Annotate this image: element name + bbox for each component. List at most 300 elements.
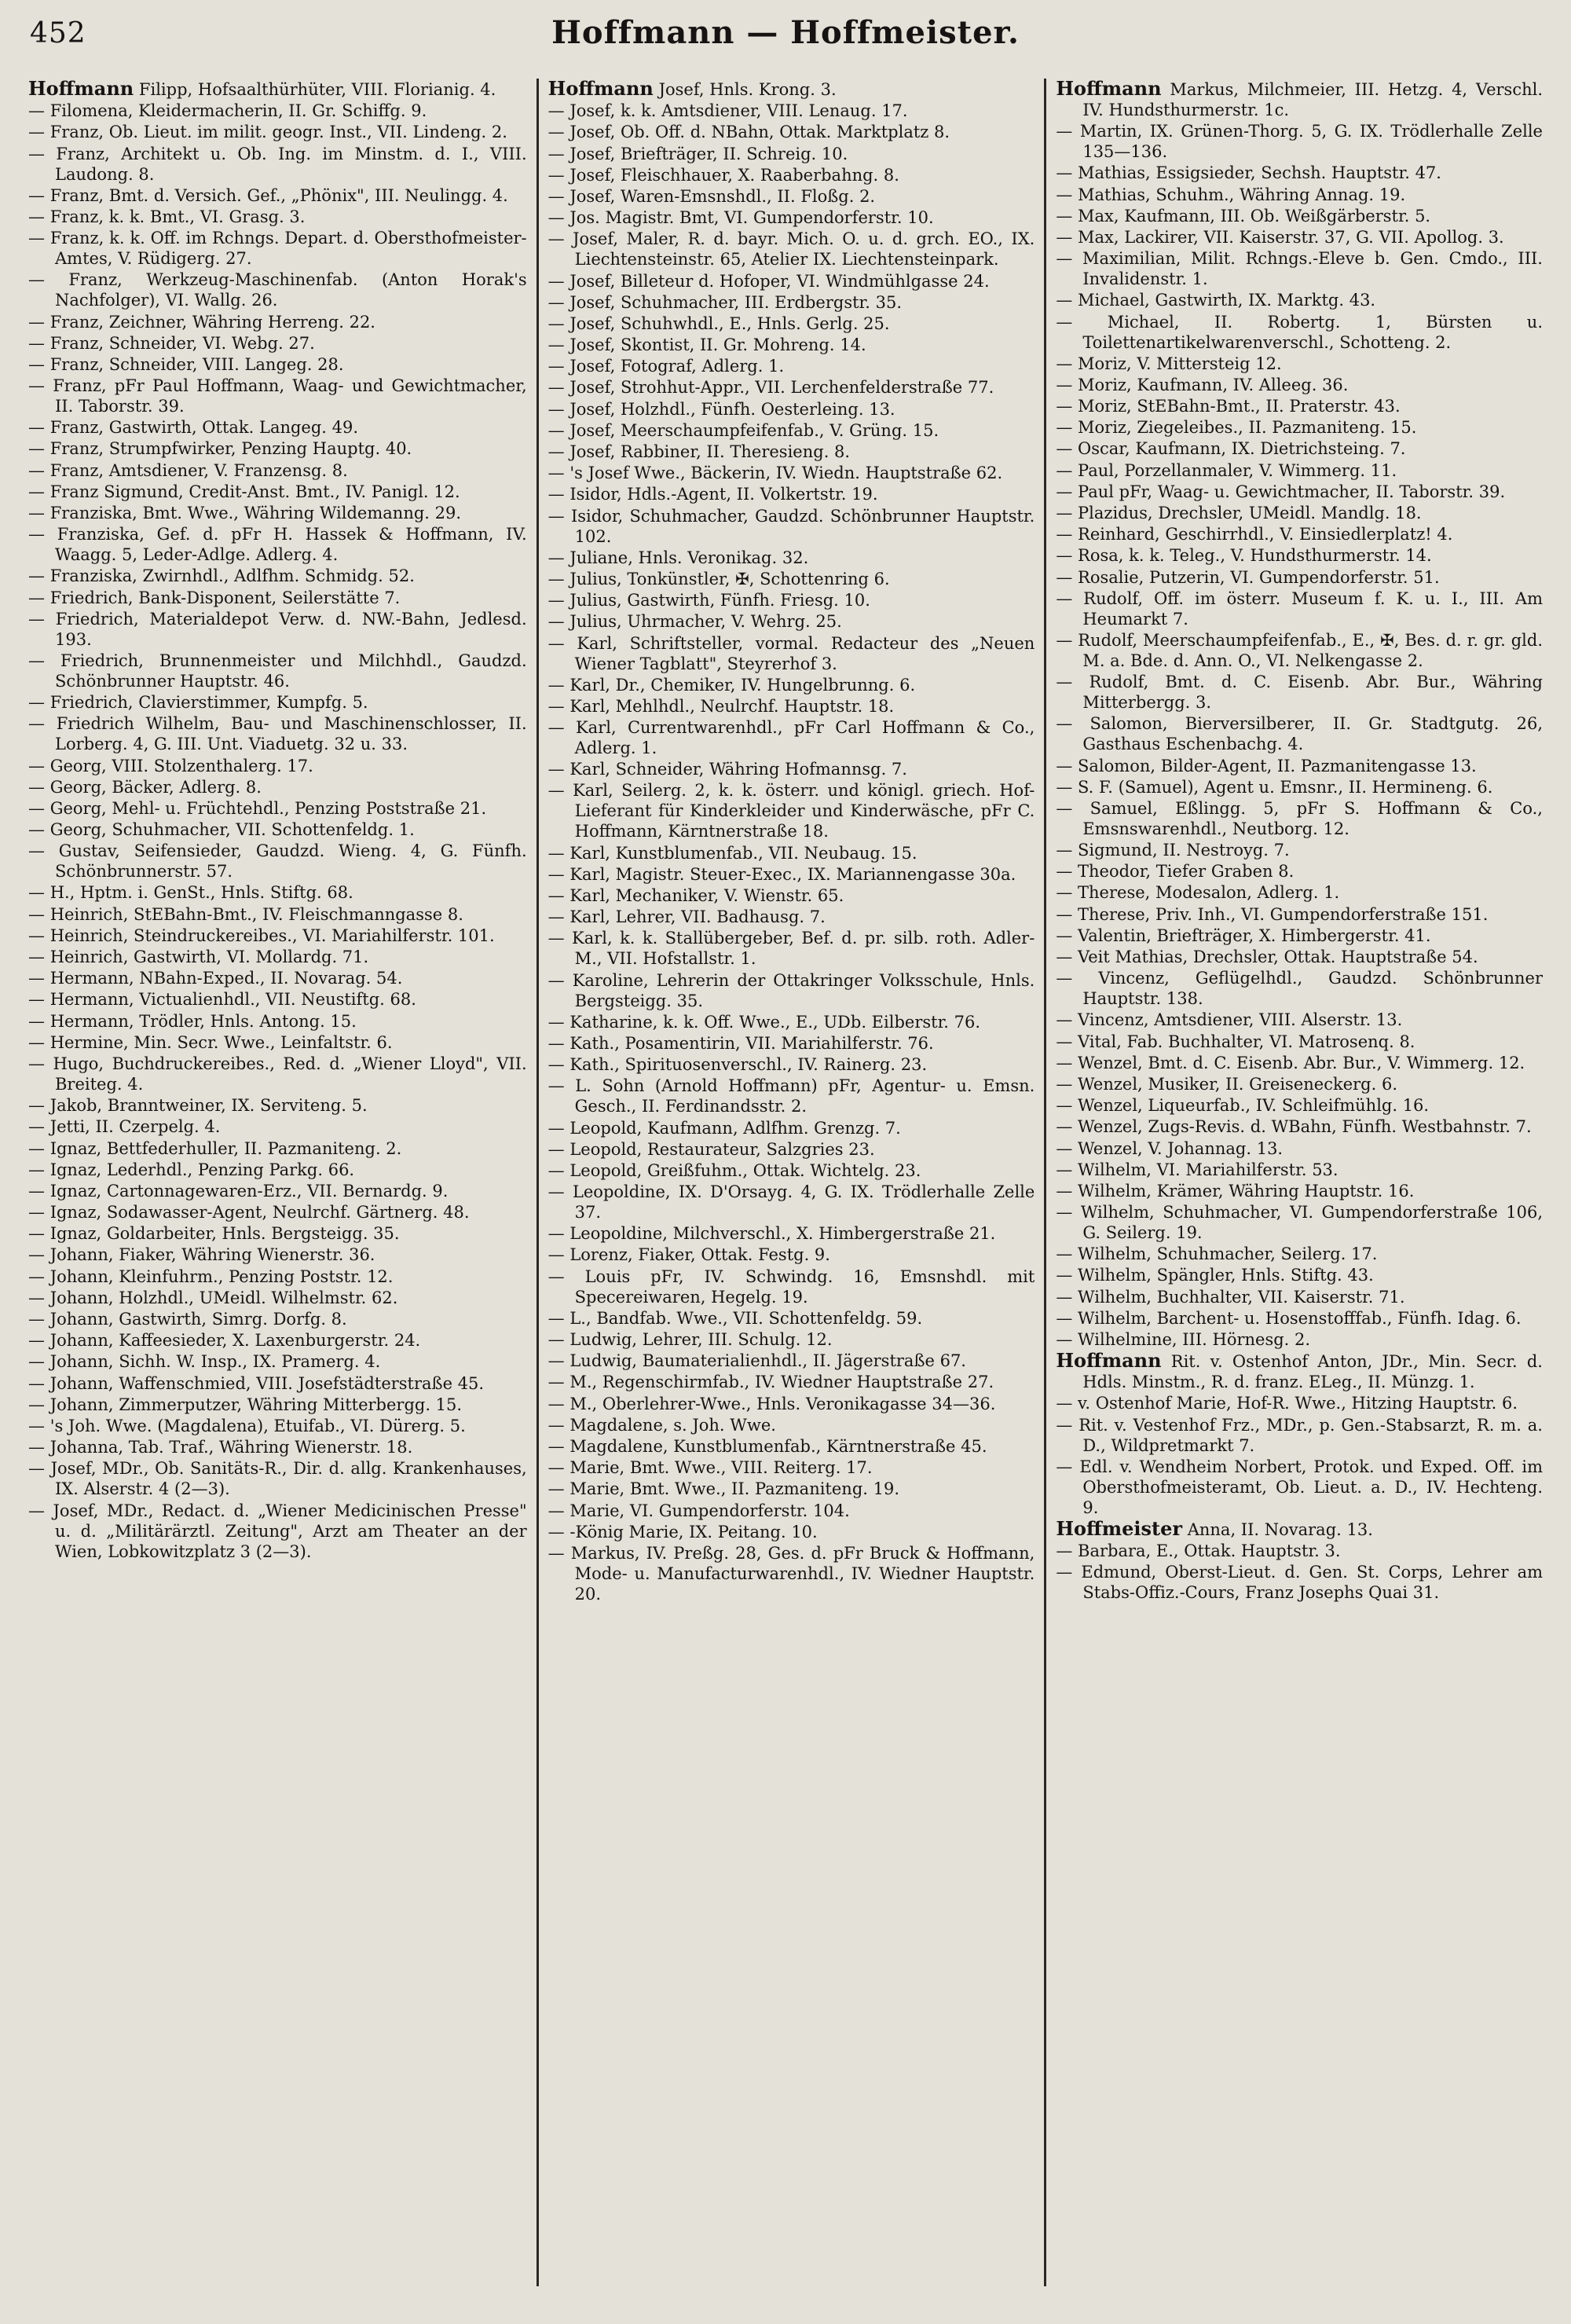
repeat-dash: — — [547, 907, 565, 927]
surname-entry — [28, 79, 527, 100]
entry-text: Wenzel, V. Johannag. 13. — [1078, 1138, 1284, 1158]
entry-text: Heinrich, Steindruckereibes., VI. Mariahilferstr. 101. — [49, 926, 495, 945]
entry-text: Franz, k. k. Off. im Rchngs. Depart. d. Obersthofmeister-Amtes, V. Rüdigerg. 27. — [49, 229, 527, 269]
repeat-dash: — — [547, 144, 565, 163]
entry-text: Josef, Holzhdl., Fünfh. Oesterleing. 13. — [569, 399, 895, 419]
entry-text: Salomon, Bierversilberer, II. Gr. Stadtgutg. 26, Gasthaus Eschenbachg. 4. — [1082, 714, 1543, 754]
repeat-dash: — — [1056, 904, 1073, 924]
repeat-dash: — — [547, 929, 565, 948]
directory-entry — [28, 1011, 527, 1032]
entry-text: Wenzel, Zugs-Revis. d. WBahn, Fünfh. Westbahnstr. 7. — [1078, 1117, 1532, 1137]
entry-text: H., Hptm. i. GenSt., Hnls. Stiftg. 68. — [49, 883, 353, 903]
repeat-dash: — — [547, 1458, 565, 1478]
repeat-dash: — — [28, 1160, 45, 1179]
entry-text: Kath., Spirituosenverschl., IV. Rainerg. 23. — [569, 1055, 928, 1075]
directory-entry — [548, 675, 1035, 695]
entry-text: Karl, Seilerg. 2, k. k. österr. und königl. griech. Hof-Lieferant für Kinderkleider und Kinderwäsche, pFr C. Hoffmann, Kärntnerstraße 18. — [573, 781, 1035, 841]
repeat-dash: — — [28, 270, 45, 290]
surname-entry — [1056, 1351, 1543, 1392]
entry-text: Franz, Bmt. d. Versich. Gef., „Phönix", III. Neulingg. 4. — [49, 185, 508, 205]
repeat-dash: — — [28, 354, 45, 374]
directory-entry — [1056, 503, 1543, 523]
repeat-dash: — — [547, 1501, 565, 1520]
directory-entry — [548, 1415, 1035, 1435]
running-head: Hoffmann — Hoffmeister. — [551, 14, 1020, 51]
repeat-dash: — — [28, 756, 45, 775]
entry-text: Josef, Meerschaumpfeifenfab., V. Grüng. 15. — [569, 420, 939, 440]
repeat-dash: — — [1056, 397, 1073, 416]
column-2 — [536, 79, 1045, 2286]
directory-entry — [28, 1266, 527, 1287]
repeat-dash: — — [547, 675, 565, 695]
directory-entry — [1056, 438, 1543, 459]
repeat-dash: — — [28, 1266, 45, 1286]
entry-text: Karl, Currentwarenhdl., pFr Carl Hoffmann & Co., Adlerg. 1. — [574, 718, 1035, 758]
directory-entry — [1056, 1095, 1543, 1116]
directory-entry — [1056, 524, 1543, 544]
directory-entry — [548, 1543, 1035, 1604]
directory-entry — [1056, 1202, 1543, 1243]
entry-text: Markus, IV. Preßg. 28, Ges. d. pFr Bruck & Hoffmann, Mode- u. Manufacturwarenhdl., IV. Wiedner Hauptstr. 20. — [570, 1543, 1035, 1604]
directory-entry — [1056, 840, 1543, 860]
entry-text: Rit. v. Ostenhof Anton, JDr., Min. Secr. d. Hdls. Minstm., R. d. franz. ELeg., II. Münzg. 1. — [1082, 1352, 1543, 1392]
directory-entry — [28, 333, 527, 354]
entry-text: Karoline, Lehrerin der Ottakringer Volksschule, Hnls. Bergsteigg. 35. — [572, 970, 1035, 1010]
directory-entry — [28, 566, 527, 586]
directory-entry — [548, 1182, 1035, 1222]
repeat-dash: — — [547, 123, 565, 142]
directory-entry — [548, 463, 1035, 483]
repeat-dash: — — [28, 1245, 45, 1265]
surname-entry — [1056, 1516, 1543, 1540]
directory-entry — [548, 1054, 1035, 1075]
directory-entry — [1056, 1329, 1543, 1350]
entry-text: Moriz, StEBahn-Bmt., II. Praterstr. 43. — [1078, 397, 1401, 416]
directory-entry — [548, 1076, 1035, 1116]
directory-entry — [548, 907, 1035, 927]
repeat-dash: — — [28, 525, 45, 544]
surname-entry — [1056, 79, 1543, 120]
entry-text: Theodor, Tiefer Graben 8. — [1078, 862, 1295, 882]
entry-text: 's Joh. Wwe. (Magdalena), Etuifab., VI. Dürerg. 5. — [49, 1416, 466, 1435]
directory-entry — [1056, 1287, 1543, 1307]
entry-text: Hermann, NBahn-Exped., II. Novarag. 54. — [49, 969, 403, 988]
directory-entry — [28, 1330, 527, 1351]
repeat-dash: — — [28, 504, 45, 522]
directory-entry — [28, 882, 527, 903]
directory-entry — [548, 569, 1035, 589]
repeat-dash: — — [1056, 1117, 1073, 1137]
repeat-dash: — — [28, 229, 45, 248]
repeat-dash: — — [1056, 673, 1073, 692]
repeat-dash: — — [28, 1203, 45, 1222]
entry-text: Vital, Fab. Buchhalter, VI. Matrosenq. 8. — [1078, 1032, 1415, 1051]
repeat-dash: — — [547, 101, 565, 121]
repeat-dash: — — [547, 1522, 565, 1541]
entry-text: Franz, Zeichner, Währing Herreng. 22. — [49, 312, 375, 332]
directory-entry — [548, 271, 1035, 291]
entry-columns — [28, 79, 1552, 2286]
repeat-dash: — — [1056, 567, 1073, 587]
repeat-dash: — — [28, 820, 45, 840]
directory-entry — [1056, 1010, 1543, 1030]
repeat-dash: — — [547, 1118, 565, 1138]
entry-text: Georg, Schuhmacher, VII. Schottenfeldg. 1. — [49, 820, 415, 840]
entry-text: Josef, Schuhmacher, III. Erdbergstr. 35. — [569, 292, 903, 312]
entry-text: Karl, Lehrer, VII. Badhausg. 7. — [569, 907, 826, 927]
repeat-dash: — — [547, 1245, 565, 1265]
directory-entry — [548, 717, 1035, 758]
entry-text: Leopold, Kaufmann, Adlfhm. Grenzg. 7. — [569, 1118, 901, 1138]
repeat-dash: — — [1056, 1394, 1073, 1413]
directory-entry — [1056, 1181, 1543, 1201]
directory-entry — [1056, 1265, 1543, 1285]
repeat-dash: — — [28, 777, 45, 797]
directory-entry — [28, 1202, 527, 1222]
directory-entry — [28, 1054, 527, 1094]
repeat-dash: — — [547, 485, 565, 504]
directory-entry — [1056, 861, 1543, 882]
directory-entry — [548, 144, 1035, 164]
repeat-dash: — — [1056, 227, 1073, 247]
directory-entry — [548, 548, 1035, 568]
repeat-dash: — — [28, 482, 45, 501]
repeat-dash: — — [28, 1501, 45, 1520]
directory-entry — [1056, 1053, 1543, 1073]
repeat-dash: — — [547, 1055, 565, 1075]
entry-text: Julius, Uhrmacher, V. Wehrg. 25. — [569, 612, 842, 632]
directory-entry — [548, 970, 1035, 1011]
entry-text: Johann, Zimmerputzer, Währing Mitterbergg. 15. — [49, 1395, 463, 1414]
entry-text: Rudolf, Bmt. d. C. Eisenb. Abr. Bur., Währing Mitterbergg. 3. — [1082, 673, 1543, 713]
directory-entry — [28, 1373, 527, 1394]
entry-text: Johann, Holzhdl., UMeidl. Wilhelmstr. 62. — [49, 1288, 398, 1307]
directory-entry — [1056, 904, 1543, 925]
directory-entry — [28, 926, 527, 946]
entry-text: Salomon, Bilder-Agent, II. Pazmanitengasse 13. — [1078, 756, 1477, 775]
directory-entry — [1056, 1074, 1543, 1094]
entry-text: Markus, Milchmeier, III. Hetzg. 4, Verschl. IV. Hundsthurmerstr. 1c. — [1082, 80, 1543, 119]
entry-text: Barbara, E., Ottak. Hauptstr. 3. — [1078, 1541, 1341, 1561]
repeat-dash: — — [547, 1330, 565, 1349]
entry-text: Wenzel, Bmt. d. C. Eisenb. Abr. Bur., V. Wimmerg. 12. — [1078, 1053, 1525, 1072]
directory-entry — [548, 780, 1035, 841]
entry-text: Friedrich, Bank-Disponent, Seilerstätte 7. — [49, 588, 401, 607]
repeat-dash: — — [1056, 482, 1073, 501]
repeat-dash: — — [547, 1436, 565, 1456]
repeat-dash: — — [1056, 948, 1073, 966]
directory-entry — [1056, 1562, 1543, 1603]
directory-entry — [28, 185, 527, 206]
directory-entry — [548, 1308, 1035, 1329]
directory-entry — [548, 1457, 1035, 1478]
entry-text: Franziska, Bmt. Wwe., Währing Wildemanng. 29. — [49, 504, 462, 522]
repeat-dash: — — [1056, 1266, 1073, 1285]
repeat-dash: — — [28, 948, 45, 966]
entry-text: Julius, Tonkünstler, ✠, Schottenring 6. — [569, 569, 890, 588]
repeat-dash: — — [547, 1139, 565, 1159]
directory-entry — [548, 1033, 1035, 1054]
repeat-dash: — — [28, 439, 45, 459]
entry-text: Kath., Posamentirin, VII. Mariahilferstr. 76. — [569, 1033, 934, 1053]
directory-entry — [1056, 248, 1543, 289]
directory-entry — [28, 968, 527, 988]
repeat-dash: — — [1056, 883, 1073, 903]
repeat-dash: — — [28, 904, 45, 924]
directory-entry — [548, 1139, 1035, 1160]
directory-entry — [1056, 947, 1543, 967]
repeat-dash: — — [547, 313, 565, 333]
entry-text: Georg, Mehl- u. Früchtehdl., Penzing Poststraße 21. — [49, 798, 487, 818]
entry-text: Plazidus, Drechsler, UMeidl. Mandlg. 18. — [1078, 504, 1422, 522]
entry-text: v. Ostenhof Marie, Hof-R. Wwe., Hitzing Hauptstr. 6. — [1078, 1394, 1518, 1413]
entry-text: Josef, MDr., Ob. Sanitäts-R., Dir. d. allg. Krankenhauses, IX. Alserstr. 4 (2—3). — [50, 1459, 527, 1499]
directory-entry — [1056, 375, 1543, 395]
entry-text: Josef, Billeteur d. Hofoper, VI. Windmühlgasse 24. — [569, 271, 990, 291]
repeat-dash: — — [547, 229, 565, 249]
directory-entry — [28, 777, 527, 797]
entry-text: Friedrich, Brunnenmeister und Milchhdl., Gaudzd. Schönbrunner Hauptstr. 46. — [55, 651, 527, 691]
entry-text: Franziska, Zwirnhdl., Adlfhm. Schmidg. 52. — [49, 566, 415, 586]
repeat-dash: — — [547, 1479, 565, 1499]
directory-entry — [548, 292, 1035, 313]
repeat-dash: — — [28, 123, 45, 142]
entry-text: Marie, VI. Gumpendorferstr. 104. — [569, 1501, 850, 1520]
directory-entry — [1056, 121, 1543, 162]
entry-text: Karl, Schriftsteller, vormal. Redacteur des „Neuen Wiener Tagblatt", Steyrerhof 3. — [574, 633, 1035, 673]
directory-entry — [1056, 630, 1543, 671]
directory-entry — [28, 1395, 527, 1415]
repeat-dash: — — [28, 1416, 45, 1435]
repeat-dash: — — [28, 883, 45, 903]
repeat-dash: — — [28, 460, 45, 480]
entry-text: Ignaz, Lederhdl., Penzing Parkg. 66. — [49, 1160, 355, 1179]
directory-entry — [1056, 1138, 1543, 1159]
entry-text: Moriz, Ziegeleibes., II. Pazmaniteng. 15. — [1078, 418, 1417, 438]
directory-entry — [28, 1309, 527, 1329]
directory-entry — [548, 506, 1035, 547]
directory-entry — [1056, 460, 1543, 481]
repeat-dash: — — [547, 886, 565, 905]
entry-text: Wilhelm, Spängler, Hnls. Stiftg. 43. — [1078, 1266, 1374, 1285]
entry-text: Moriz, Kaufmann, IV. Alleeg. 36. — [1078, 375, 1349, 394]
repeat-dash: — — [28, 207, 45, 226]
entry-text: Therese, Modesalon, Adlerg. 1. — [1078, 883, 1340, 903]
repeat-dash: — — [1056, 841, 1073, 860]
repeat-dash: — — [28, 714, 45, 734]
repeat-dash: — — [547, 1415, 565, 1435]
repeat-dash: — — [1056, 291, 1073, 310]
entry-text: Josef, Ob. Off. d. NBahn, Ottak. Marktplatz 8. — [569, 123, 950, 142]
entry-text: Max, Lackirer, VII. Kaiserstr. 37, G. VII. Apollog. 3. — [1078, 227, 1504, 247]
directory-entry — [548, 1012, 1035, 1032]
directory-entry — [28, 1501, 527, 1562]
directory-entry — [28, 1032, 527, 1053]
entry-text: Vincenz, Amtsdiener, VIII. Alserstr. 13. — [1078, 1010, 1403, 1030]
directory-entry — [28, 101, 527, 121]
repeat-dash: — — [28, 588, 45, 607]
directory-entry — [548, 1266, 1035, 1307]
directory-entry — [28, 1244, 527, 1265]
repeat-dash: — — [1056, 375, 1073, 394]
repeat-dash: — — [547, 1308, 565, 1328]
entry-text: Lorenz, Fiaker, Ottak. Festg. 9. — [569, 1245, 830, 1265]
directory-entry — [548, 590, 1035, 610]
repeat-dash: — — [547, 633, 565, 653]
surname: Hoffmeister — [1056, 1516, 1183, 1540]
directory-entry — [1056, 1116, 1543, 1137]
entry-text: Marie, Bmt. Wwe., VIII. Reiterg. 17. — [569, 1458, 873, 1478]
directory-entry — [28, 1416, 527, 1436]
repeat-dash: — — [547, 696, 565, 716]
entry-text: Filomena, Kleidermacherin, II. Gr. Schiffg. 9. — [49, 101, 427, 121]
directory-entry — [1056, 1160, 1543, 1180]
repeat-dash: — — [1056, 122, 1073, 141]
entry-text: Wilhelm, Barchent- u. Hosenstofffab., Fünfh. Idag. 6. — [1078, 1308, 1522, 1328]
entry-text: Rudolf, Meerschaumpfeifenfab., E., ✠, Bes. d. r. gr. gld. M. a. Bde. d. Ann. O., VI. Nelkengasse 2. — [1078, 630, 1543, 670]
directory-entry — [28, 1095, 527, 1116]
repeat-dash: — — [1056, 1010, 1073, 1030]
repeat-dash: — — [547, 335, 565, 355]
directory-entry — [1056, 777, 1543, 797]
entry-text: Johann, Waffenschmied, VIII. Josefstädterstraße 45. — [49, 1373, 485, 1393]
repeat-dash: — — [28, 418, 45, 438]
directory-entry — [1056, 1457, 1543, 1518]
entry-text: Veit Mathias, Drechsler, Ottak. Hauptstraße 54. — [1078, 948, 1478, 966]
directory-entry — [28, 312, 527, 332]
entry-text: Josef, Schuhwhdl., E., Hnls. Gerlg. 25. — [569, 313, 890, 333]
entry-text: Valentin, Briefträger, X. Himbergerstr. 41. — [1078, 926, 1431, 945]
repeat-dash: — — [547, 165, 565, 185]
repeat-dash: — — [547, 208, 565, 228]
directory-entry — [28, 1116, 527, 1137]
repeat-dash: — — [1056, 1074, 1073, 1094]
repeat-dash: — — [1056, 163, 1073, 183]
directory-entry — [1056, 290, 1543, 310]
entry-text: Leopoldine, Milchverschl., X. Himbergerstraße 21. — [569, 1224, 996, 1244]
repeat-dash: — — [1056, 504, 1073, 522]
entry-text: Josef, MDr., Redact. d. „Wiener Medicinischen Presse" u. d. „Militärärztl. Zeitung", Arzt am Theater an der Wien, Lobkowitzplatz 3 (2—3). — [53, 1501, 527, 1561]
entry-text: Leopoldine, IX. D'Orsayg. 4, G. IX. Trödlerhalle Zelle 37. — [572, 1182, 1035, 1222]
entry-text: Wilhelmine, III. Hörnesg. 2. — [1078, 1330, 1311, 1349]
directory-entry — [548, 1394, 1035, 1414]
entry-text: Ignaz, Goldarbeiter, Hnls. Bergsteigg. 35. — [49, 1224, 400, 1244]
repeat-dash: — — [28, 1181, 45, 1200]
repeat-dash: — — [1056, 1096, 1073, 1116]
directory-entry — [28, 1181, 527, 1201]
directory-entry — [28, 588, 527, 608]
repeat-dash: — — [28, 1138, 45, 1158]
repeat-dash: — — [1056, 1287, 1073, 1307]
entry-text: Therese, Priv. Inh., VI. Gumpendorferstraße 151. — [1078, 904, 1489, 924]
repeat-dash: — — [28, 333, 45, 353]
entry-text: Oscar, Kaufmann, IX. Dietrichsteing. 7. — [1078, 439, 1406, 459]
directory-entry — [548, 442, 1035, 462]
entry-text: Franz, Ob. Lieut. im milit. geogr. Inst., VII. Lindeng. 2. — [49, 123, 507, 142]
entry-text: Josef, Fleischhauer, X. Raaberbahng. 8. — [569, 165, 899, 185]
directory-entry — [548, 420, 1035, 441]
entry-text: Jos. Magistr. Bmt, VI. Gumpendorferstr. 10. — [569, 208, 934, 228]
entry-text: Hermann, Trödler, Hnls. Antong. 15. — [49, 1011, 357, 1031]
repeat-dash: — — [28, 1096, 45, 1116]
entry-text: Georg, Bäcker, Adlerg. 8. — [49, 777, 262, 797]
entry-text: Franz, pFr Paul Hoffmann, Waag- und Gewichtmacher, II. Taborstr. 39. — [53, 376, 527, 416]
column-1 — [28, 79, 536, 2286]
entry-text: Johann, Kaffeesieder, X. Laxenburgerstr. 24. — [49, 1331, 421, 1351]
entry-text: Magdalene, Kunstblumenfab., Kärntnerstraße 45. — [569, 1436, 987, 1456]
directory-entry — [28, 1437, 527, 1457]
directory-entry — [28, 228, 527, 269]
repeat-dash: — — [28, 1032, 45, 1052]
repeat-dash: — — [1056, 1244, 1073, 1264]
directory-entry — [28, 144, 527, 185]
entry-text: Ludwig, Baumaterialienhdl., II. Jägerstraße 67. — [569, 1351, 966, 1371]
directory-entry — [28, 1160, 527, 1180]
entry-text: Magdalene, s. Joh. Wwe. — [569, 1415, 776, 1435]
entry-text: Josef, k. k. Amtsdiener, VIII. Lenaug. 17. — [569, 101, 908, 121]
entry-text: Josef, Strohhut-Appr., VII. Lerchenfelderstraße 77. — [569, 378, 994, 398]
directory-entry — [28, 756, 527, 776]
directory-entry — [548, 484, 1035, 504]
entry-text: Michael, Gastwirth, IX. Marktg. 43. — [1078, 291, 1376, 310]
repeat-dash: — — [28, 1352, 45, 1372]
directory-entry — [548, 1351, 1035, 1371]
directory-entry — [28, 376, 527, 416]
repeat-dash: — — [28, 1054, 45, 1073]
directory-entry — [28, 904, 527, 925]
entry-text: Karl, Mechaniker, V. Wienstr. 65. — [569, 886, 844, 905]
repeat-dash: — — [547, 970, 565, 990]
directory-entry — [1056, 926, 1543, 946]
directory-entry — [548, 1436, 1035, 1457]
directory-entry — [28, 798, 527, 819]
repeat-dash: — — [1056, 312, 1073, 332]
directory-entry — [548, 207, 1035, 228]
repeat-dash: — — [1056, 1415, 1073, 1435]
entry-text: Josef, Maler, R. d. bayr. Mich. O. u. d. grch. EO., IX. Liechtensteinstr. 65, Atelier IX. Liechtensteinpark. — [573, 229, 1035, 269]
repeat-dash: — — [1056, 1541, 1073, 1561]
surname: Hoffmann — [28, 79, 134, 100]
directory-entry — [1056, 1415, 1543, 1456]
entry-text: Josef, Fotograf, Adlerg. 1. — [569, 357, 785, 376]
repeat-dash: — — [28, 798, 45, 818]
directory-entry — [548, 101, 1035, 121]
directory-entry — [28, 1288, 527, 1308]
directory-entry — [28, 692, 527, 713]
directory-entry — [548, 186, 1035, 207]
entry-text: Georg, VIII. Stolzenthalerg. 17. — [49, 756, 313, 775]
directory-entry — [548, 1223, 1035, 1244]
directory-entry — [1056, 312, 1543, 353]
entry-text: Wilhelm, Schuhmacher, VI. Gumpendorferstraße 106, G. Seilerg. 19. — [1080, 1203, 1543, 1243]
directory-entry — [1056, 672, 1543, 713]
repeat-dash: — — [1056, 714, 1073, 734]
directory-entry — [548, 1372, 1035, 1392]
directory-entry — [28, 354, 527, 375]
directory-entry — [1056, 163, 1543, 183]
repeat-dash: — — [1056, 249, 1073, 269]
entry-text: Franz, Amtsdiener, V. Franzensg. 8. — [49, 460, 348, 480]
entry-text: Rosa, k. k. Teleg., V. Hundsthurmerstr. 14. — [1078, 546, 1432, 566]
entry-text: M., Regenschirmfab., IV. Wiedner Hauptstraße 27. — [569, 1373, 994, 1392]
repeat-dash: — — [1056, 969, 1073, 988]
entry-text: Leopold, Restaurateur, Salzgries 23. — [569, 1139, 875, 1159]
entry-text: Johann, Fiaker, Währing Wienerstr. 36. — [49, 1245, 375, 1265]
repeat-dash: — — [1056, 1053, 1073, 1072]
directory-entry — [1056, 482, 1543, 502]
directory-entry — [548, 399, 1035, 420]
entry-text: Michael, II. Robertg. 1, Bürsten u. Toilettenartikelwarenverschl., Schotteng. 2. — [1082, 312, 1543, 352]
